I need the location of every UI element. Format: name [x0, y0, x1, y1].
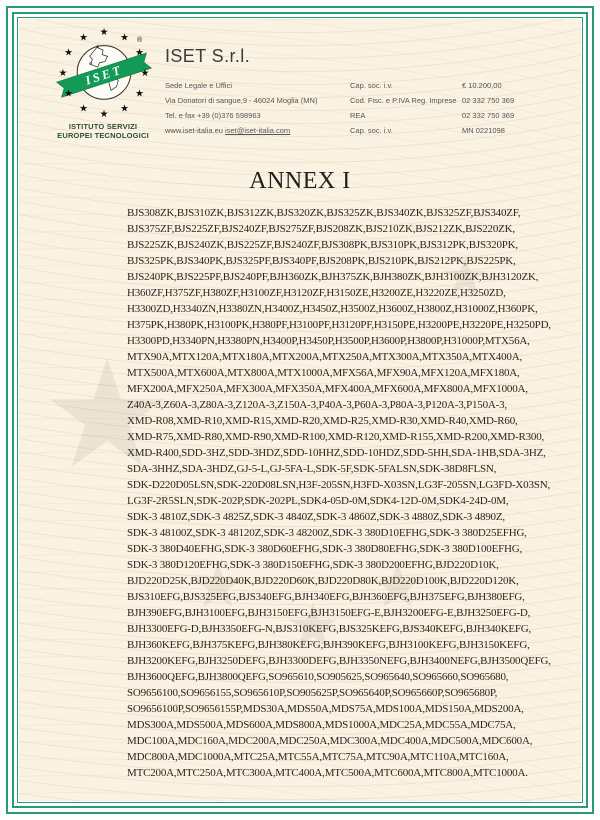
annex-line: BJS310EFG,BJS325EFG,BJS340EFG,BJH340EFG,BJH360EFG,BJH375EFG,BJH380EFG, [127, 591, 525, 603]
phone-line: Tel. e fax +39 (0)376 598963 [165, 111, 261, 120]
registry-label: REA [350, 111, 366, 120]
annex-line: BJH3300EFG-D,BJH3350EFG-N,BJS310KEFG,BJS325KEFG,BJS340KEFG,BJH340KEFG, [127, 623, 532, 635]
annex-line: BJS308ZK,BJS310ZK,BJS312ZK,BJS320ZK,BJS325ZK,BJS340ZK,BJS325ZF,BJS340ZF, [127, 207, 521, 219]
annex-line: BJD220D25K,BJD220D40K,BJD220D60K,BJD220D80K,BJD220D100K,BJD220D120K, [127, 575, 519, 587]
watermark-star-icon: ★ [285, 589, 341, 662]
annex-line: BJH360KEFG,BJH375KEFG,BJH380KEFG,BJH390KEFG,BJH3100KEFG,BJH3150KEFG, [127, 639, 530, 651]
annex-line: SDK-3 380D120EFHG,SDK-3 380D150EFHG,SDK-3 380D200EFHG,BJD220D10K, [127, 559, 499, 571]
email-link[interactable]: iset@iset-italia.com [225, 126, 291, 135]
svg-text:★: ★ [58, 68, 68, 79]
annex-line: BJS240PK,BJS225PF,BJS240PF,BJH360ZK,BJH375ZK,BJH380ZK,BJH3100ZK,BJH3120ZK, [127, 271, 539, 283]
svg-text:★: ★ [99, 26, 109, 38]
annex-line: SDK-3 380D40EFHG,SDK-3 380D60EFHG,SDK-3 380D80EFHG,SDK-3 380D100EFHG, [127, 543, 523, 555]
annex-line: SDK-D220D05LSN,SDK-220D08LSN,H3F-205SN,H3FD-X03SN,LG3F-205SN,LG3FD-X03SN, [127, 479, 550, 491]
annex-line: XMD-R75,XMD-R80,XMD-R90,XMD-R100,XMD-R120,XMD-R155,XMD-R200,XMD-R300, [127, 431, 545, 443]
svg-text:★: ★ [140, 68, 150, 79]
registry-value: € 10.200,00 [462, 81, 502, 90]
annex-line: BJS325PK,BJS340PK,BJS325PF,BJS340PF,BJS208PK,BJS210PK,BJS212PK,BJS225PK, [127, 255, 516, 267]
annex-line: SDA-3HHZ,SDA-3HDZ,GJ-5-L,GJ-5FA-L,SDK-5F,SDK-5FALSN,SDK-38D8FLSN, [127, 463, 497, 475]
registry-value: MN 0221098 [462, 126, 505, 135]
annex-line: MTX90A,MTX120A,MTX180A,MTX200A,MTX250A,MTX300A,MTX350A,MTX400A, [127, 351, 523, 363]
iset-logo [46, 26, 162, 126]
web-contact-line [165, 126, 290, 135]
annex-line: XMD-R08,XMD-R10,XMD-R15,XMD-R20,XMD-R25,XMD-R30,XMD-R40,XMD-R60, [127, 415, 518, 427]
address-title: Sede Legale e Uffici [165, 81, 232, 90]
annex-line: XMD-R400,SDD-3HZ,SDD-3HDZ,SDD-10HHZ,SDD-10HDZ,SDD-5HH,SDA-1HB,SDA-3HZ, [127, 447, 546, 459]
svg-text:★: ★ [64, 47, 73, 59]
annex-line: SO9656100,SO9656155,SO965610P,SO905625P,SO965640P,SO965660P,SO965680P, [127, 687, 498, 699]
watermark-star-icon: ★ [370, 549, 426, 622]
annex-line: SDK-3 4810Z,SDK-3 4825Z,SDK-3 4840Z,SDK-3 4860Z,SDK-3 4880Z,SDK-3 4890Z, [127, 511, 505, 523]
annex-line: SDK-3 48100Z,SDK-3 48120Z,SDK-3 48200Z,SDK-3 380D10EFHG,SDK-3 380D25EFHG, [127, 527, 527, 539]
annex-line: LG3F-2R5SLN,SDK-202P,SDK-202PL,SDK4-05D-0M,SDK4-12D-0M,SDK4-24D-0M, [127, 495, 509, 507]
annex-model-list [127, 205, 551, 781]
registry-label: Cap. soc. i.v. [350, 81, 393, 90]
registry-label: Cap. soc. i.v. [350, 126, 393, 135]
address-line: Via Donatori di sangue,9 - 46024 Moglia (MN) [165, 96, 318, 105]
annex-line: MTC200A,MTC250A,MTC300A,MTC400A,MTC500A,MTC600A,MTC800A,MTC1000A. [127, 767, 528, 779]
logo-caption-line2: EUROPEI TECNOLOGICI [57, 131, 149, 140]
svg-text:★: ★ [135, 88, 144, 100]
registry-label: Cod. Fisc. e P.IVA Reg. Imprese [350, 96, 457, 105]
annex-line: H375PK,H380PK,H3100PK,H380PF,H3100PF,H3120PF,H3150PE,H3200PE,H3220PE,H3250PD, [127, 319, 551, 331]
logo-caption [30, 122, 176, 140]
svg-text:★: ★ [135, 47, 144, 59]
svg-text:★: ★ [120, 32, 129, 44]
annex-line: BJH3600QEFG,BJH3800QEFG,SO965610,SO905625,SO965640,SO965660,SO965680, [127, 671, 509, 683]
annex-line: MDC800A,MDC1000A,MTC25A,MTC55A,MTC75A,MTC90A,MTC110A,MTC160A, [127, 751, 509, 763]
watermark-star-icon: ★ [190, 549, 246, 622]
annex-line: MDS300A,MDS500A,MDS600A,MDS800A,MDS1000A,MDC25A,MDC55A,MDC75A, [127, 719, 516, 731]
watermark-star-icon: ★ [40, 328, 175, 502]
annex-line: H3300PD,H3340PN,H3380PN,H3400P,H3450P,H3500P,H3600P,H3800P,H31000P,MTX56A, [127, 335, 530, 347]
annex-line: MTX500A,MTX600A,MTX800A,MTX1000A,MFX56A,MFX90A,MFX120A,MFX180A, [127, 367, 520, 379]
svg-text:★: ★ [79, 103, 88, 115]
annex-line: BJH390EFG,BJH3100EFG,BJH3150EFG,BJH3150EFG-E,BJH3200EFG-E,BJH3250EFG-D, [127, 607, 531, 619]
website-text: www.iset-italia.eu [165, 126, 223, 135]
annex-line: MFX200A,MFX250A,MFX300A,MFX350A,MFX400A,MFX600A,MFX800A,MFX1000A, [127, 383, 528, 395]
registered-trademark-icon: ® [137, 36, 143, 45]
annex-line: H3300ZD,H3340ZN,H3380ZN,H3400Z,H3450Z,H3500Z,H3600Z,H3800Z,H31000Z,H360PK, [127, 303, 538, 315]
annex-line: H360ZF,H375ZF,H380ZF,H3100ZF,H3120ZF,H3150ZE,H3200ZE,H3220ZE,H3250ZD, [127, 287, 506, 299]
annex-line: Z40A-3,Z60A-3,Z80A-3,Z120A-3,Z150A-3,P40A-3,P60A-3,P80A-3,P120A-3,P150A-3, [127, 399, 507, 411]
logo-banner-text: ISET [83, 62, 125, 88]
svg-text:★: ★ [64, 88, 73, 100]
svg-text:★: ★ [99, 109, 109, 121]
annex-line: BJS375ZF,BJS225ZF,BJS240ZF,BJS275ZF,BJS208ZK,BJS210ZK,BJS212ZK,BJS220ZK, [127, 223, 515, 235]
company-name: ISET S.r.l. [165, 46, 251, 66]
svg-text:★: ★ [79, 32, 88, 44]
annex-title: ANNEX I [249, 168, 351, 194]
logo-caption-line1: ISTITUTO SERVIZI [68, 122, 138, 131]
annex-line: MDC100A,MDC160A,MDC200A,MDC250A,MDC300A,MDC400A,MDC500A,MDC600A, [127, 735, 533, 747]
watermark-star-icon: ★ [440, 245, 491, 310]
registry-value: 02 332 750 369 [462, 96, 515, 105]
annex-line: BJH3200KEFG,BJH3250DEFG,BJH3300DEFG,BJH3350NEFG,BJH3400NEFG,BJH3500QEFG, [127, 655, 551, 667]
svg-text:★: ★ [120, 103, 129, 115]
annex-line: BJS225ZK,BJS240ZK,BJS225ZF,BJS240ZF,BJS308PK,BJS310PK,BJS312PK,BJS320PK, [127, 239, 518, 251]
registry-value: 02 332 750 369 [462, 111, 515, 120]
annex-line: SO9656100P,SO9656155P,MDS30A,MDS50A,MDS75A,MDS100A,MDS150A,MDS200A, [127, 703, 524, 715]
